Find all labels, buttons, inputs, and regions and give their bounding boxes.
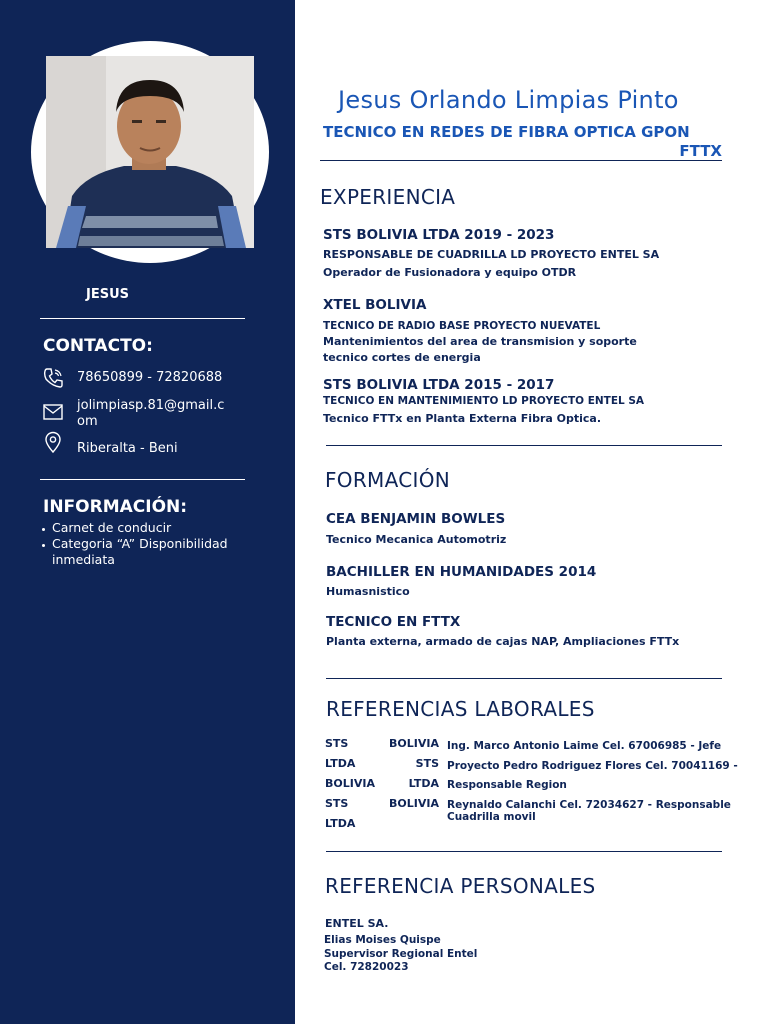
- personal-reference-position: Supervisor Regional Entel: [324, 948, 478, 960]
- full-name: Jesus Orlando Limpias Pinto: [338, 86, 679, 114]
- info-heading: INFORMACIÓN:: [43, 497, 188, 517]
- personal-reference-company: ENTEL SA.: [325, 917, 389, 930]
- person-photo-illustration: [46, 56, 254, 248]
- profile-photo: [46, 56, 254, 248]
- section-divider: [326, 445, 722, 446]
- work-reference-contact: Responsable Region: [447, 779, 567, 791]
- contact-email-line2[interactable]: om: [77, 414, 98, 429]
- experience-role: TECNICO DE RADIO BASE PROYECTO NUEVATEL: [323, 320, 601, 332]
- personal-references-heading: REFERENCIA PERSONALES: [325, 874, 596, 898]
- education-title: BACHILLER EN HUMANIDADES 2014: [326, 564, 597, 580]
- experience-desc: Tecnico FTTx en Planta Externa Fibra Optica.: [323, 412, 601, 425]
- info-item: Carnet de conducir: [52, 520, 267, 536]
- job-title-line2: FTTX: [679, 142, 722, 160]
- work-references-heading: REFERENCIAS LABORALES: [326, 697, 595, 721]
- info-item: Categoria “A” Disponibilidad inmediata: [52, 536, 267, 568]
- job-title: [323, 123, 723, 161]
- work-reference-contact: Ing. Marco Antonio Laime Cel. 67006985 - Jefe: [447, 740, 722, 752]
- experience-role: RESPONSABLE DE CUADRILLA LD PROYECTO ENTEL SA: [323, 248, 660, 261]
- header-divider: [320, 160, 722, 161]
- experience-heading: EXPERIENCIA: [320, 185, 456, 209]
- education-detail: Humasnistico: [326, 585, 410, 598]
- personal-reference-phone: Cel. 72820023: [324, 961, 409, 973]
- experience-desc: tecnico cortes de energia: [323, 351, 481, 364]
- phone-icon: [42, 367, 64, 389]
- work-reference-company-line: STS BOLIVIA: [325, 797, 439, 810]
- work-reference-company-line: LTDA: [325, 817, 356, 830]
- sidebar: [0, 0, 295, 1024]
- experience-desc: Operador de Fusionadora y equipo OTDR: [323, 266, 577, 279]
- education-title: CEA BENJAMIN BOWLES: [326, 511, 506, 527]
- education-detail: Tecnico Mecanica Automotriz: [326, 533, 507, 546]
- experience-role: TECNICO EN MANTENIMIENTO LD PROYECTO ENTEL SA: [323, 395, 645, 407]
- work-reference-contact: Cuadrilla movil: [447, 811, 536, 823]
- education-title: TECNICO EN FTTX: [326, 614, 461, 630]
- experience-company: XTEL BOLIVIA: [323, 297, 427, 313]
- work-reference-company-line: LTDA STS: [325, 757, 439, 770]
- work-reference-contact: Reynaldo Calanchi Cel. 72034627 - Responsable: [447, 799, 731, 811]
- work-references-companies: [325, 734, 439, 834]
- contact-heading: CONTACTO:: [43, 336, 153, 356]
- work-reference-company-line: STS BOLIVIA: [325, 737, 439, 750]
- work-reference-company-line: BOLIVIA LTDA: [325, 777, 439, 790]
- experience-desc: Mantenimientos del area de transmision y soporte: [323, 335, 637, 348]
- sidebar-short-name: JESUS: [86, 287, 129, 302]
- section-divider: [326, 851, 722, 852]
- job-title-line1: TECNICO EN REDES DE FIBRA OPTICA GPON: [323, 123, 690, 141]
- experience-company: STS BOLIVIA LTDA 2015 - 2017: [323, 377, 555, 393]
- sidebar-divider: [40, 318, 245, 319]
- education-heading: FORMACIÓN: [325, 468, 450, 492]
- contact-address-clip: [77, 441, 247, 456]
- location-pin-icon: [42, 431, 64, 453]
- contact-email-line1[interactable]: jolimpiasp.81@gmail.c: [77, 398, 225, 413]
- section-divider: [326, 678, 722, 679]
- work-reference-contact: Proyecto Pedro Rodriguez Flores Cel. 70041169 -: [447, 760, 738, 772]
- personal-reference-name: Elias Moises Quispe: [324, 934, 441, 946]
- contact-address: Riberalta - Beni: [77, 441, 178, 456]
- contact-phone[interactable]: 78650899 - 72820688: [77, 370, 223, 385]
- education-detail: Planta externa, armado de cajas NAP, Ampliaciones FTTx: [326, 635, 680, 648]
- experience-company: STS BOLIVIA LTDA 2019 - 2023: [323, 227, 555, 243]
- sidebar-divider: [40, 479, 245, 480]
- email-icon: [42, 401, 64, 423]
- info-list: [40, 520, 267, 567]
